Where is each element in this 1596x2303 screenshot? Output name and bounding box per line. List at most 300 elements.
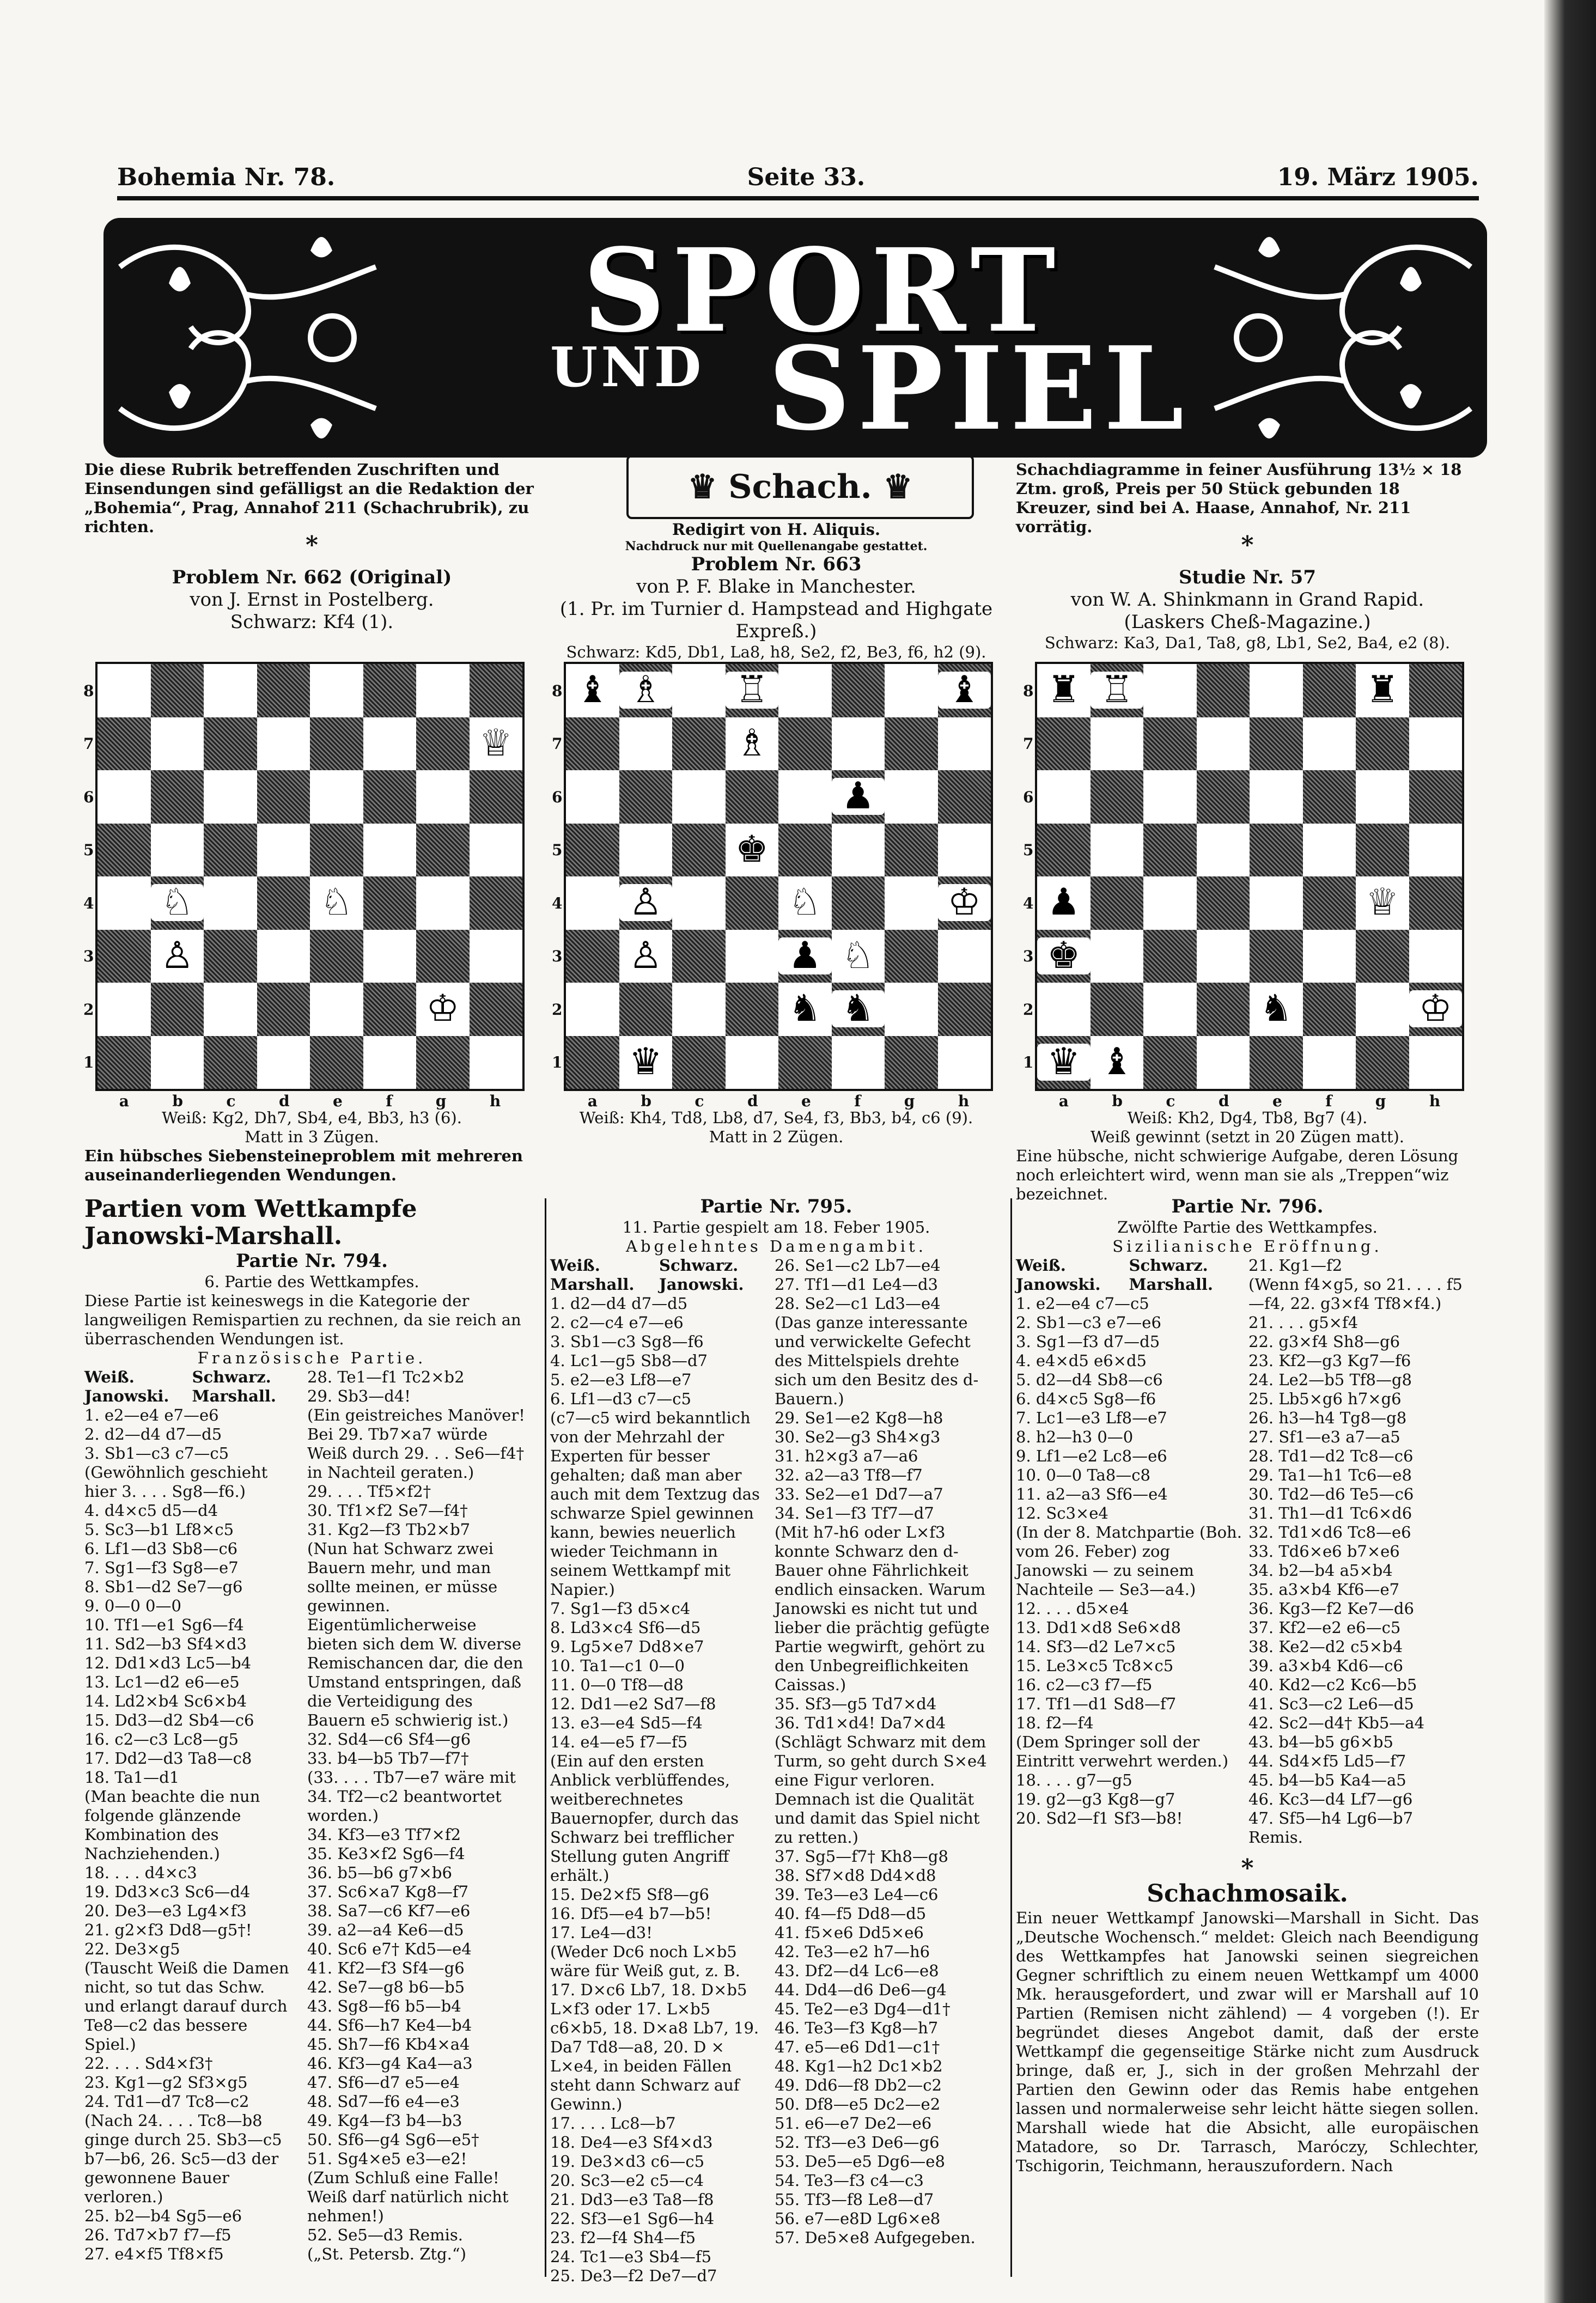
white-n-piece-icon: ♘ (778, 884, 832, 921)
banner-word-spiel: SPIEL (768, 321, 1191, 456)
problem2-prize: (1. Pr. im Turnier d. Hampstead and Highgate Expreß.) (559, 598, 993, 642)
board-square (726, 1036, 779, 1089)
move-line: 8. h2—h3 0—0 (1016, 1428, 1134, 1446)
move-line: 22. De3×g5 (84, 1940, 180, 1958)
board-square (885, 717, 938, 771)
board-square (470, 930, 523, 983)
move-line: 26. Se1—c2 Lb7—e4 (775, 1256, 941, 1275)
board-square (672, 717, 726, 771)
move-line: 34. b2—b4 a5×b4 (1248, 1561, 1393, 1580)
board-square (1091, 770, 1144, 824)
problem1-block (84, 566, 539, 633)
board-square (363, 664, 417, 717)
partie794-moves-col-b (307, 1368, 531, 2264)
move-line: 27. e4×f5 Tf8×f5 (84, 2245, 224, 2263)
problem1-black: Schwarz: Kf4 (1). (230, 611, 394, 633)
move-line: 9. Lg5×e7 Dd8×e7 (550, 1637, 704, 1656)
move-line: 24. Tc1—e3 Sb4—f5 (550, 2247, 712, 2266)
board-square (310, 770, 363, 824)
board-square (619, 717, 673, 771)
column-divider-1 (545, 1198, 546, 2277)
board-square (257, 664, 310, 717)
partie-795 (550, 1196, 1002, 2286)
move-line: 11. 0—0 Tf8—d8 (550, 1676, 684, 1694)
board-square (1197, 824, 1250, 877)
move-line: 17. . . . Lc8—b7 (550, 2114, 676, 2133)
move-line: 46. Te3—f3 Kg8—h7 (775, 2019, 939, 2037)
board-square (672, 876, 726, 930)
board-square (416, 876, 470, 930)
board-square (1356, 770, 1409, 824)
move-line: 51. Sg4×e5 e3—e2! (307, 2149, 467, 2168)
move-line: 28. Te1—f1 Tc2×b2 (307, 1368, 465, 1386)
problem1-author: von J. Ernst in Postelberg. (190, 589, 434, 611)
board-square (257, 876, 310, 930)
board-square (885, 1036, 938, 1089)
move-line: 41. Kf2—f3 Sf4—g6 (307, 1959, 465, 1977)
partie-796 (1016, 1196, 1479, 2176)
partie796-opening: Sizilianische Eröffnung. (1112, 1237, 1382, 1256)
board-square (885, 876, 938, 930)
move-line: 46. Kc3—d4 Lf7—g6 (1248, 1790, 1413, 1808)
board-square (1303, 1036, 1356, 1089)
move-line: 26. h3—h4 Tg8—g8 (1248, 1409, 1407, 1427)
board-square (832, 1036, 885, 1089)
move-line: 24. Td1—d7 Tc8—c2 (84, 2092, 249, 2111)
file-label: a (587, 1092, 598, 1110)
board-square (1409, 770, 1463, 824)
board-square (566, 717, 619, 771)
board-square (363, 930, 417, 983)
partie796-title: Partie Nr. 796. (1171, 1196, 1324, 1217)
file-label: g (1375, 1092, 1386, 1110)
move-line: 22. Sf3—e1 Sg6—h4 (550, 2209, 715, 2228)
study-goal: Weiß gewinnt (setzt in 20 Zügen matt). (1090, 1128, 1405, 1146)
board-square (1143, 824, 1197, 877)
board-square (1250, 770, 1303, 824)
board-square (151, 983, 204, 1036)
rank-label: 6 (83, 788, 94, 806)
file-label: c (226, 1092, 236, 1110)
partie795-opening: Abgelehntes Damengambit. (626, 1237, 927, 1256)
board-square (672, 1036, 726, 1089)
board-square (1303, 930, 1356, 983)
schach-heading (626, 455, 974, 519)
board-square (672, 824, 726, 877)
board-square (257, 930, 310, 983)
white-k-piece-icon: ♔ (416, 990, 470, 1027)
move-line: 44. Sf6—h7 Ke4—b4 (307, 2016, 472, 2034)
crown-left-icon: ♛ (687, 468, 729, 506)
rank-label: 7 (83, 735, 94, 753)
problem2-solution-block (550, 1108, 1002, 1147)
board-square (98, 824, 151, 877)
move-line: 3. Sg1—f3 d7—d5 (1016, 1332, 1160, 1351)
board-square (778, 664, 832, 717)
board-square (1091, 983, 1144, 1036)
move-line: 29. . . . Tf5×f2† (307, 1482, 431, 1501)
board-square (1303, 824, 1356, 877)
move-line: 47. Sf5—h4 Lg6—b7 (1248, 1809, 1414, 1827)
move-line: 8. Ld3×c4 Sf6—d5 (550, 1618, 701, 1637)
board-square (151, 770, 204, 824)
black-player: Janowski. (659, 1275, 744, 1294)
move-line: (Man beachte die nun folgende glänzende Kombination des Nachziehenden.) (84, 1787, 260, 1863)
page-header (117, 163, 1479, 191)
move-line: 11. a2—a3 Sf6—e4 (1016, 1485, 1168, 1503)
file-label: g (904, 1092, 915, 1110)
black-b-piece-icon: ♝ (938, 672, 991, 709)
col1-intro: Die diese Rubrik betreffenden Zuschriften und Einsendungen sind gefälligst an die Redaktion der „Bohemia“, Prag, Annahof 211 (Schachrubrik), zu richten. (84, 460, 534, 536)
board-square (1037, 717, 1091, 771)
move-line: 3. Sb1—c3 Sg8—f6 (550, 1332, 704, 1351)
header-rule (117, 196, 1479, 200)
board-square (778, 770, 832, 824)
board-square (1143, 770, 1197, 824)
star-1: * (305, 531, 318, 559)
study-solution-block (1016, 1108, 1479, 1204)
move-line: 29. Sb3—d4! (307, 1387, 411, 1405)
move-line: 47. Sf6—d7 e5—e4 (307, 2073, 460, 2092)
banner-word-und: UND (550, 335, 705, 399)
move-line: 34. Kf3—e3 Tf7×f2 (307, 1825, 461, 1844)
header-right: 19. März 1905. (1277, 163, 1479, 191)
move-line: 30. Se2—g3 Sh4×g3 (775, 1428, 941, 1446)
move-line: 4. Lc1—g5 Sb8—d7 (550, 1351, 708, 1370)
board-square (1409, 824, 1463, 877)
problem2-goal: Matt in 2 Zügen. (709, 1128, 844, 1146)
move-line: 12. Dd1×d3 Lc5—b4 (84, 1654, 252, 1672)
file-label: f (854, 1092, 861, 1110)
match-title: Partien vom Wettkampfe Janowski-Marshall. (84, 1195, 417, 1250)
move-line: 35. Ke3×f2 Sg6—f4 (307, 1844, 465, 1863)
black-label: Schwarz. (1129, 1256, 1208, 1275)
move-line: 16. Df5—e4 b7—b5! (550, 1904, 712, 1923)
study-title: Studie Nr. 57 (1179, 566, 1316, 588)
rank-label: 6 (552, 788, 563, 806)
move-line: 6. Lf1—d3 Sb8—c6 (84, 1539, 238, 1558)
move-line: 15. Dd3—d2 Sb4—c6 (84, 1711, 254, 1729)
sport-und-spiel-banner (103, 218, 1487, 458)
move-line: 49. Kg4—f3 b4—b3 (307, 2111, 462, 2130)
board-square (98, 717, 151, 771)
board-square (204, 930, 257, 983)
board-square (257, 1036, 310, 1089)
board-square (726, 983, 779, 1036)
white-n-piece-icon: ♘ (151, 884, 204, 921)
board-square (938, 1036, 991, 1089)
move-line: (Ein geistreiches Manöver! Bei 29. Tb7×a7 würde Weiß durch 29. . . Se6—f4† in Nachteil geraten.) (307, 1406, 525, 1482)
board-square (470, 824, 523, 877)
board-square (1409, 1036, 1463, 1089)
board-square (1356, 1036, 1409, 1089)
study-source: (Laskers Cheß-Magazine.) (1124, 611, 1371, 633)
move-line: 47. e5—e6 Dd1—c1† (775, 2038, 940, 2056)
move-line: (c7—c5 wird bekanntlich von der Mehrzahl der Experten für besser gehalten; daß man aber auch mit dem Textzug das schwarze Spiel gewinnen kann, bewies neuerlich wieder Teichmann in seinem Wettkampf mit Napier.) (550, 1409, 760, 1599)
problem1-comment: Ein hübsches Siebensteineproblem mit mehreren auseinanderliegenden Wendungen. (84, 1147, 523, 1184)
file-label: c (695, 1092, 704, 1110)
move-line: 10. Tf1—e1 Sg6—f4 (84, 1616, 244, 1634)
board-square (151, 824, 204, 877)
rank-label: 5 (552, 841, 563, 860)
move-line: 16. c2—c3 f7—f5 (1016, 1676, 1153, 1694)
board-square (1409, 717, 1463, 771)
move-line: 15. Le3×c5 Tc8×c5 (1016, 1656, 1174, 1675)
board-square (1143, 930, 1197, 983)
black-r-piece-icon: ♜ (1356, 672, 1409, 709)
move-line: 24. Le2—b5 Tf8—g8 (1248, 1370, 1412, 1389)
move-line: 30. Td2—d6 Te5—c6 (1248, 1485, 1414, 1503)
header-left: Bohemia Nr. 78. (117, 163, 336, 191)
white-player: Janowski. (1016, 1275, 1101, 1294)
rank-label: 4 (1023, 894, 1034, 912)
move-line: 35. a3×b4 Kf6—e7 (1248, 1580, 1400, 1599)
move-line: 20. De3—e3 Lg4×f3 (84, 1902, 247, 1920)
move-line: 1. e2—e4 c7—c5 (1016, 1294, 1149, 1313)
star-mosaik: * (1241, 1854, 1254, 1882)
board-square (98, 930, 151, 983)
board-square (470, 664, 523, 717)
move-line: (Das ganze interessante und verwickelte Gefecht des Mittelspiels drehte sich um den Besitz des d-Bauern.) (775, 1313, 979, 1408)
board-square (832, 717, 885, 771)
move-line: 21. Dd3—e3 Ta8—f8 (550, 2190, 714, 2209)
board-square (310, 1036, 363, 1089)
move-line: 23. Kg1—g2 Sf3×g5 (84, 2073, 248, 2092)
move-line: 5. d2—d4 Sb8—c6 (1016, 1370, 1163, 1389)
rank-label: 4 (552, 894, 563, 912)
move-line: 8. Sb1—d2 Se7—g6 (84, 1577, 243, 1596)
move-line: 18. f2—f4 (1016, 1714, 1094, 1732)
study-black: Schwarz: Ka3, Da1, Ta8, g8, Lb1, Se2, Ba4, e2 (8). (1044, 633, 1451, 652)
rank-label: 3 (83, 947, 94, 966)
move-line: 20. Sc3—e2 c5—c4 (550, 2171, 704, 2190)
rank-label: 1 (1023, 1053, 1034, 1072)
board-square (1303, 717, 1356, 771)
move-line: 44. Dd4—d6 De6—g4 (775, 1981, 947, 1999)
move-line: 7. Sg1—f3 d5×c4 (550, 1599, 691, 1618)
move-line: 37. Kf2—e2 e6—c5 (1248, 1618, 1401, 1637)
board-square (885, 824, 938, 877)
move-line: 56. e7—e8D Lg6×e8 (775, 2209, 941, 2228)
move-line: 7. Lc1—e3 Lf8—e7 (1016, 1409, 1167, 1427)
file-labels (98, 1092, 522, 1110)
board-square (204, 1036, 257, 1089)
file-label: d (747, 1092, 758, 1110)
move-line: 30. Tf1×f2 Se7—f4† (307, 1501, 468, 1520)
move-line: 31. Th1—d1 Tc6×d6 (1248, 1504, 1412, 1522)
rank-label: 3 (1023, 947, 1034, 966)
file-label: b (1112, 1092, 1123, 1110)
move-line: 12. Dd1—e2 Sd7—f8 (550, 1695, 716, 1713)
board-square (98, 983, 151, 1036)
move-line: 25. Lb5×g6 h7×g6 (1248, 1390, 1402, 1408)
move-line: 6. Lf1—d3 c7—c5 (550, 1390, 691, 1408)
partie794-moves-col-a (84, 1368, 300, 2264)
board-square (1409, 664, 1463, 717)
white-label: Weiß. (550, 1256, 600, 1275)
file-label: d (278, 1092, 290, 1110)
file-label: h (1429, 1092, 1441, 1110)
column-divider-2 (1010, 1198, 1012, 2277)
white-q-piece-icon: ♕ (1356, 884, 1409, 921)
rank-label: 7 (552, 735, 563, 753)
study-comment: Eine hübsche, nicht schwierige Aufgabe, deren Lösung noch erleichtert wird, wenn man sie als „Treppen“wiz bezeichnet. (1016, 1147, 1459, 1203)
move-line: 2. c2—c4 e7—e6 (550, 1313, 684, 1332)
white-label: Weiß. (1016, 1256, 1066, 1275)
move-line: 21. Kg1—f2 (1248, 1256, 1343, 1275)
study-block (1016, 566, 1479, 653)
move-list (1016, 1294, 1242, 1828)
move-line: 32. a2—a3 Tf8—f7 (775, 1466, 923, 1484)
move-line: 9. Lf1—e2 Lc8—e6 (1016, 1447, 1167, 1465)
white-b-piece-icon: ♗ (619, 672, 673, 709)
move-line: 49. Dd6—f8 Db2—c2 (775, 2076, 942, 2094)
move-line: (Schlägt Schwarz mit dem Turm, so geht durch S×e4 eine Figur verloren. Demnach ist die Qualität und damit das Spiel nicht zu retten.) (775, 1733, 987, 1847)
partie794-title: Partie Nr. 794. (235, 1250, 388, 1272)
move-line: 50. Df8—e5 Dc2—e2 (775, 2095, 941, 2113)
move-line: 19. Dd3×c3 Sc6—d4 (84, 1882, 251, 1901)
move-line: 1. d2—d4 d7—d5 (550, 1294, 688, 1313)
white-q-piece-icon: ♕ (470, 725, 523, 762)
move-line: 36. Kg3—f2 Ke7—d6 (1248, 1599, 1414, 1618)
move-line: 40. Kd2—c2 Kc6—b5 (1248, 1676, 1417, 1694)
partie794-opening: Französische Partie. (197, 1349, 427, 1367)
board-square (1197, 876, 1250, 930)
board-square (204, 983, 257, 1036)
board-square (1250, 876, 1303, 930)
board-square (204, 717, 257, 771)
move-line: 40. f4—f5 Dd8—d5 (775, 1904, 927, 1923)
move-line: 14. e4—e5 f7—f5 (550, 1733, 688, 1751)
board-square (1250, 664, 1303, 717)
move-line: 2. Sb1—c3 e7—e6 (1016, 1313, 1161, 1332)
move-line: 46. Kf3—g4 Ka4—a3 (307, 2054, 473, 2073)
move-list (550, 1294, 768, 2286)
file-label: e (1272, 1092, 1282, 1110)
move-line: 57. De5×e8 Aufgegeben. (775, 2228, 976, 2247)
move-line: 41. Sc3—c2 Le6—d5 (1248, 1695, 1414, 1713)
board-square (1356, 717, 1409, 771)
board-square (416, 717, 470, 771)
move-list (84, 1406, 300, 2264)
move-line: 45. Sh7—f6 Kb4×a4 (307, 2035, 470, 2054)
schach-title: Schach. (728, 468, 872, 506)
move-line: 27. Sf1—e3 a7—a5 (1248, 1428, 1400, 1446)
move-line: 26. Td7×b7 f7—f5 (84, 2226, 232, 2244)
black-n-piece-icon: ♞ (1250, 990, 1303, 1027)
white-k-piece-icon: ♔ (938, 884, 991, 921)
move-line: 39. a2—a4 Ke6—d5 (307, 1921, 464, 1939)
move-line: 42. Sc2—d4† Kb5—a4 (1248, 1714, 1425, 1732)
chess-diagram-problem-663 (552, 662, 993, 1110)
move-line: 36. Td1×d4! Da7×d4 (775, 1714, 946, 1732)
move-line: 55. Tf3—f8 Le8—d7 (775, 2190, 934, 2209)
move-line: 32. Td1×d6 Tc8—e6 (1248, 1523, 1411, 1542)
file-label: h (489, 1092, 501, 1110)
rank-label: 5 (1023, 841, 1034, 860)
board-square (363, 717, 417, 771)
star-3: * (1241, 531, 1254, 559)
move-line: 38. Sa7—c6 Kf7—e6 (307, 1902, 471, 1920)
board-square (1197, 717, 1250, 771)
board-square (204, 664, 257, 717)
board-square (416, 930, 470, 983)
white-p-piece-icon: ♙ (151, 937, 204, 974)
move-line: 31. Kg2—f3 Tb2×b7 (307, 1520, 471, 1539)
move-line: 18. . . . g7—g5 (1016, 1771, 1132, 1789)
board-square (470, 876, 523, 930)
partie794-sub: 6. Partie des Wettkampfes. (204, 1272, 419, 1291)
black-k-piece-icon: ♚ (1037, 937, 1091, 974)
move-line: 10. Ta1—c1 0—0 (550, 1656, 685, 1675)
board-square (1037, 983, 1091, 1036)
right-ornament-icon (1204, 218, 1487, 458)
black-label: Schwarz. (659, 1256, 739, 1275)
black-r-piece-icon: ♜ (1037, 672, 1091, 709)
move-line: 38. Sf7×d8 Dd4×d8 (775, 1866, 936, 1885)
white-player: Janowski. (84, 1387, 169, 1405)
move-line: 29. Se1—e2 Kg8—h8 (775, 1409, 943, 1427)
col3-intro: Schachdiagramme in feiner Ausführung 13½ × 18 Ztm. groß, Preis per 50 Stück gebunden 18 Kreuzer, sind bei A. Haase, Annahof, Nr. 211 vorrätig. (1016, 460, 1462, 536)
board-square (885, 930, 938, 983)
board-square (257, 770, 310, 824)
move-line: 17. Tf1—d1 Sd8—f7 (1016, 1695, 1177, 1713)
move-line: 18. De4—e3 Sf4×d3 (550, 2133, 713, 2152)
study-white: Weiß: Kh2, Dg4, Tb8, Bg7 (4). (1127, 1108, 1368, 1127)
problem2-black: Schwarz: Kd5, Db1, La8, h8, Se2, f2, Be3, f6, h2 (9). (566, 643, 986, 661)
board-square (1197, 664, 1250, 717)
file-label: d (1218, 1092, 1229, 1110)
board-square (363, 824, 417, 877)
board-square (619, 983, 673, 1036)
board-square (1250, 717, 1303, 771)
file-label: a (119, 1092, 129, 1110)
board-square (1250, 1036, 1303, 1089)
left-ornament-icon (103, 218, 387, 458)
move-line: 25. b2—b4 Sg5—e6 (84, 2207, 242, 2225)
rank-label: 3 (552, 947, 563, 966)
rank-label: 2 (83, 1000, 94, 1019)
partie795-sub: 11. Partie gespielt am 18. Feber 1905. (622, 1218, 930, 1236)
move-line: (Tauscht Weiß die Damen nicht, so tut das Schw. und erlangt darauf durch Te8—c2 das bessere Spiel.) (84, 1959, 289, 2054)
white-r-piece-icon: ♖ (1091, 672, 1144, 709)
black-k-piece-icon: ♚ (726, 831, 779, 868)
move-line: 42. Te3—e2 h7—h6 (775, 1942, 930, 1961)
move-line: 13. Lc1—d2 e6—e5 (84, 1673, 240, 1691)
board-square (619, 824, 673, 877)
black-b-piece-icon: ♝ (1091, 1044, 1144, 1081)
board-square (257, 717, 310, 771)
rank-label: 2 (1023, 1000, 1034, 1019)
move-line: 37. Sg5—f7† Kh8—g8 (775, 1847, 948, 1866)
board-square (672, 930, 726, 983)
schach-note: Nachdruck nur mit Quellenangabe gestattet. (625, 539, 928, 553)
move-line: 23. f2—f4 Sh4—f5 (550, 2228, 696, 2247)
move-line: 3. Sb1—c3 c7—c5 (84, 1444, 229, 1463)
move-line: (Nun hat Schwarz zwei Bauern mehr, und man sollte meinen, er müsse gewinnen. Eigentümlicherweise bieten sich dem W. diverse Remischancen dar, die den Umstand entspringen, daß die Verteidigung des Bauern e5 schwierig ist.) (307, 1539, 523, 1729)
board-square (310, 983, 363, 1036)
move-line: (Dem Springer soll der Eintritt verwehrt werden.) (1016, 1733, 1229, 1770)
board-square (672, 770, 726, 824)
move-line: 4. d4×c5 d5—d4 (84, 1501, 218, 1520)
board-square (1409, 930, 1463, 983)
header-center: Seite 33. (747, 163, 866, 191)
crown-right-icon: ♛ (872, 468, 913, 506)
move-line: 12. . . . d5×e4 (1016, 1599, 1129, 1618)
board-square (416, 770, 470, 824)
board-square (363, 770, 417, 824)
move-line: 45. Te2—e3 Dg4—d1† (775, 2000, 951, 2018)
